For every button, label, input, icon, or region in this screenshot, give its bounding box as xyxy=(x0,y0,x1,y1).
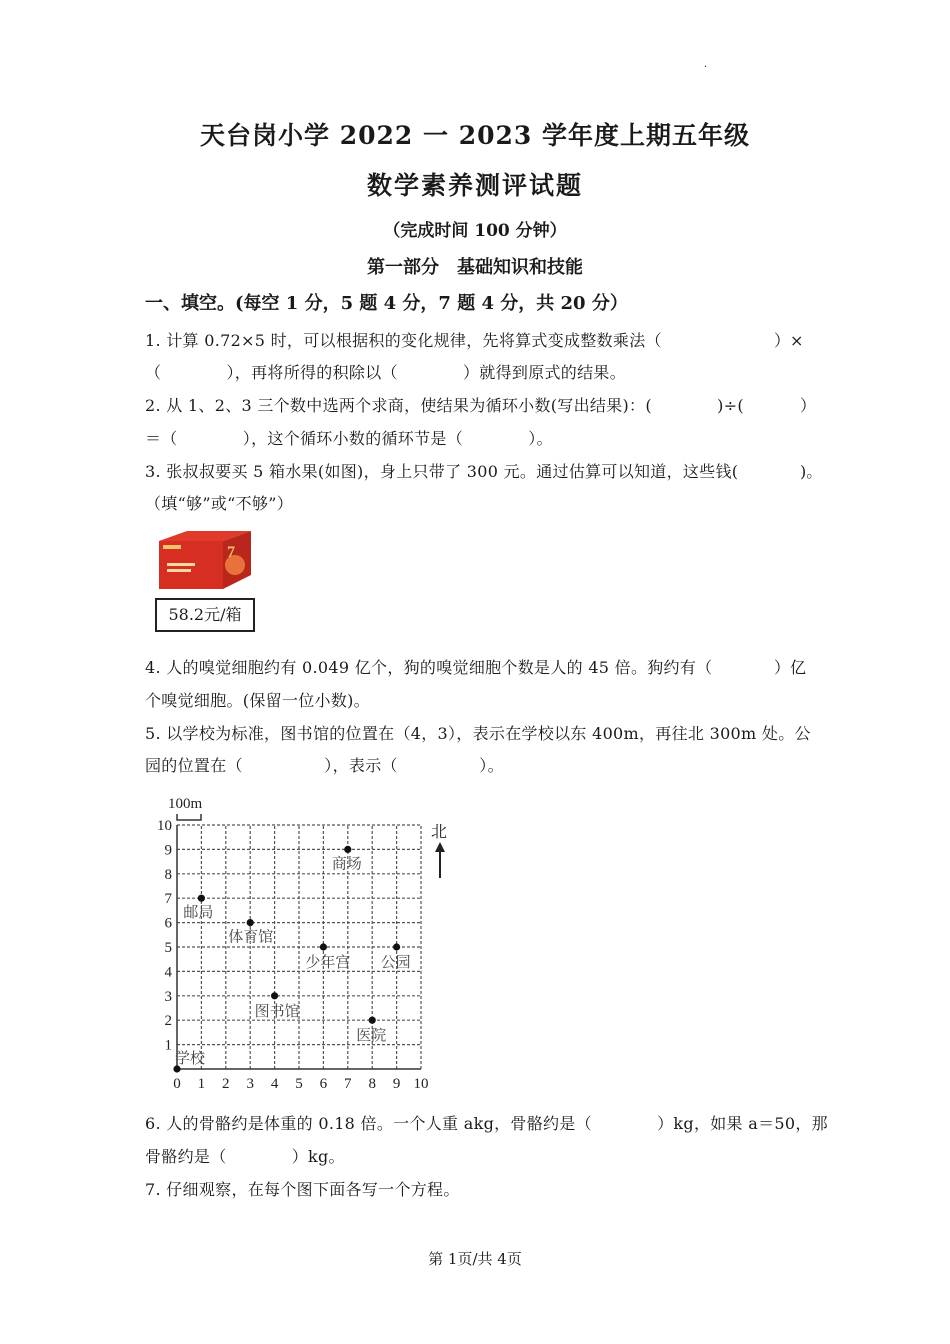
x-tick-label: 10 xyxy=(413,1076,429,1092)
question-5-line1: 5. 以学校为标准，图书馆的位置在（4，3），表示在学校以东 400m，再往北 300m 处。公 xyxy=(145,724,811,743)
question-3-line1: 3. 张叔叔要买 5 箱水果(如图)，身上只带了 300 元。通过估算可以知道，这些钱( xyxy=(145,462,739,481)
x-tick-label: 9 xyxy=(392,1076,401,1092)
grid-point xyxy=(247,919,254,926)
question-6-line2: 骨骼约是（ ）kg。 xyxy=(145,1147,345,1166)
y-tick-label: 5 xyxy=(164,940,172,956)
y-tick-label: 2 xyxy=(164,1013,172,1030)
question-2-line2: ＝（ ），这个循环小数的循环节是（ ）。 xyxy=(145,429,553,448)
question-1-line2: （ ），再将所得的积除以（ ）就得到原式的结果。 xyxy=(145,363,627,382)
grid-points xyxy=(173,846,410,1073)
grid-point-label: 图书馆 xyxy=(254,1003,300,1020)
grid-point-label: 学校 xyxy=(175,1051,206,1067)
y-tick-label: 8 xyxy=(164,866,172,883)
question-3-line2: （填“够”或“不够”） xyxy=(145,494,294,513)
page-footer: 第 1页/共 4页 xyxy=(428,1250,522,1268)
question-2-line1: 2. 从 1、2、3 三个数中选两个求商，使结果为循环小数(写出结果)：( )÷( xyxy=(145,396,744,415)
fruit-box-image xyxy=(157,529,253,591)
scale-label: 100m xyxy=(168,796,203,812)
x-tick-label: 4 xyxy=(270,1076,279,1092)
part-title: 第一部分 基础知识和技能 xyxy=(367,257,583,278)
question-4-line1-end: ）亿 xyxy=(774,658,807,677)
question-1-line1: 1. 计算 0.72×5 时，可以根据积的变化规律，先将算式变成整数乘法（ xyxy=(145,331,662,350)
x-tick-label: 7 xyxy=(344,1076,352,1092)
exam-title-line1: 天台岗小学 2022 一 2023 学年度上期五年级 xyxy=(200,121,750,150)
question-3-line1-end: )。 xyxy=(800,462,823,481)
grid-point-label: 商场 xyxy=(331,856,362,873)
x-tick-label: 3 xyxy=(246,1076,254,1092)
grid-point xyxy=(198,895,205,902)
corner-mark: · xyxy=(704,62,708,73)
question-2-line1-end: ） xyxy=(800,396,817,415)
grid-point-label: 邮局 xyxy=(183,905,214,922)
y-tick-label: 6 xyxy=(164,915,172,932)
y-tick-label: 9 xyxy=(164,842,172,859)
question-1-line1-end: ）× xyxy=(774,331,804,350)
grid-point-label: 少年宫 xyxy=(305,955,351,971)
x-tick-label: 6 xyxy=(319,1076,328,1092)
box-logo-text: 7 xyxy=(227,544,235,561)
y-tick-label: 10 xyxy=(157,818,172,834)
question-4-line1: 4. 人的嗅觉细胞约有 0.049 亿个，狗的嗅觉细胞个数是人的 45 倍。狗约有（ xyxy=(145,658,713,677)
x-tick-label: 5 xyxy=(295,1076,303,1092)
price-label: 58.2元/箱 xyxy=(155,598,255,632)
x-tick-label: 1 xyxy=(197,1076,206,1092)
x-tick-label: 0 xyxy=(173,1076,181,1092)
section-title: 一、填空。(每空 1 分，5 题 4 分，7 题 4 分，共 20 分） xyxy=(145,293,628,314)
grid-point-label: 医院 xyxy=(356,1028,387,1045)
y-tick-label: 1 xyxy=(164,1037,172,1054)
grid-point-label: 体育馆 xyxy=(228,929,274,946)
grid-point xyxy=(344,846,351,853)
grid-point-label: 公园 xyxy=(380,955,411,971)
time-limit: （完成时间 100 分钟） xyxy=(383,221,567,241)
y-tick-label: 4 xyxy=(164,964,172,981)
scale-bar xyxy=(168,796,203,820)
question-7: 7. 仔细观察，在每个图下面各写一个方程。 xyxy=(145,1180,460,1199)
x-tick-label: 8 xyxy=(368,1076,376,1092)
grid-point xyxy=(271,992,278,999)
y-tick-label: 7 xyxy=(164,891,172,908)
grid-point xyxy=(393,943,400,950)
y-tick-label: 3 xyxy=(164,988,172,1005)
coordinate-grid-map xyxy=(140,790,470,1095)
grid-point xyxy=(369,1017,376,1024)
question-4-line2: 个嗅觉细胞。(保留一位小数)。 xyxy=(145,691,370,710)
question-5-line2: 园的位置在（ ），表示（ ）。 xyxy=(145,756,504,775)
exam-title-line2: 数学素养测评试题 xyxy=(366,171,583,200)
question-6-line1: 6. 人的骨骼约是体重的 0.18 倍。一个人重 akg，骨骼约是（ ）kg，如果 a＝50，那 xyxy=(145,1114,828,1133)
north-arrow-icon xyxy=(435,842,445,852)
grid-point xyxy=(320,943,327,950)
north-indicator xyxy=(431,823,447,878)
x-tick-label: 2 xyxy=(222,1076,230,1092)
north-label: 北 xyxy=(431,824,448,841)
